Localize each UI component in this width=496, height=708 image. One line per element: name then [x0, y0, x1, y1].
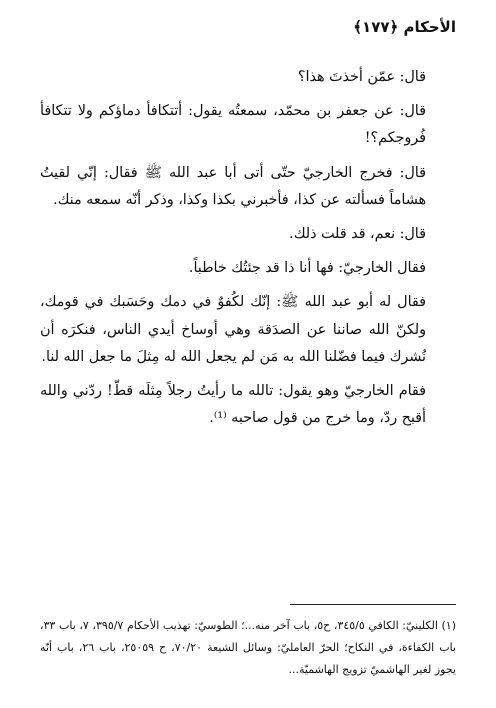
page-header: [40, 18, 456, 40]
footnote: (١) الكلينيّ: الكافي ٣٤٥/٥، ح٥، باب آخر منه...؛ الطوسيّ: تهذيب الأحكام ٣٩٥/٧، ٧، باب ٣٣، باب الكفاءة، في النكاح؛ الحرّ العامليّ: وسائل الشيعة ٧٠/٢٠، ح ٢٥٠٥٩، باب ٢٦، باب أنّه يجوز لغير الهاشميّ تزويج الهاشميّة...: [40, 619, 457, 676]
paragraph: قال: فخرج الخارجيّ حتّى أتى أبا عبد الله ﷺ فقال: إنّي لقيتُ هشاماً فسألته عن كذا، فأخبرني بكذا وكذا، وذكر أنّه سمعه منك.: [40, 164, 426, 208]
running-title: الأحكام ﴿١٧٧﴾: [353, 18, 456, 36]
main-text: [40, 64, 456, 439]
footnotes: [40, 615, 456, 681]
paragraph: فقام الخارجيّ وهو يقول: تالله ما رأيتُ رجلاً مِثلَه قطّ! ردّني والله أقبح ردّ، وما خرج من قول صاحبه ⁽¹⁾.: [40, 383, 426, 427]
paragraph: فقال له أبو عبد الله ﷺ: إنّك لكُفوٌ في دمك وحَسَبك في قومك، ولكنّ الله صاننا عن الصدَقة وهي أوساخ أيدي الناس، فنكرَه أن نُشرك فيما فضّلنا الله به مَن لم يجعل الله له مِثلَ ما جعل الله لنا.: [40, 294, 426, 365]
paragraph: فقال الخارجيّ: فها أنا ذا قد جئتُك خاطباً.: [188, 260, 426, 277]
paragraph: قال: عن جعفر بن محمّد، سمعتُه يقول: أتتكافأ دماؤكم ولا تتكافأ فُروجكم؟!: [40, 103, 426, 147]
footnote-separator: [290, 604, 456, 605]
paragraph: قال: عمّن أخذتَ هذا؟: [297, 69, 426, 85]
paragraph: قال: نعم، قد قلت ذلك.: [289, 226, 426, 243]
